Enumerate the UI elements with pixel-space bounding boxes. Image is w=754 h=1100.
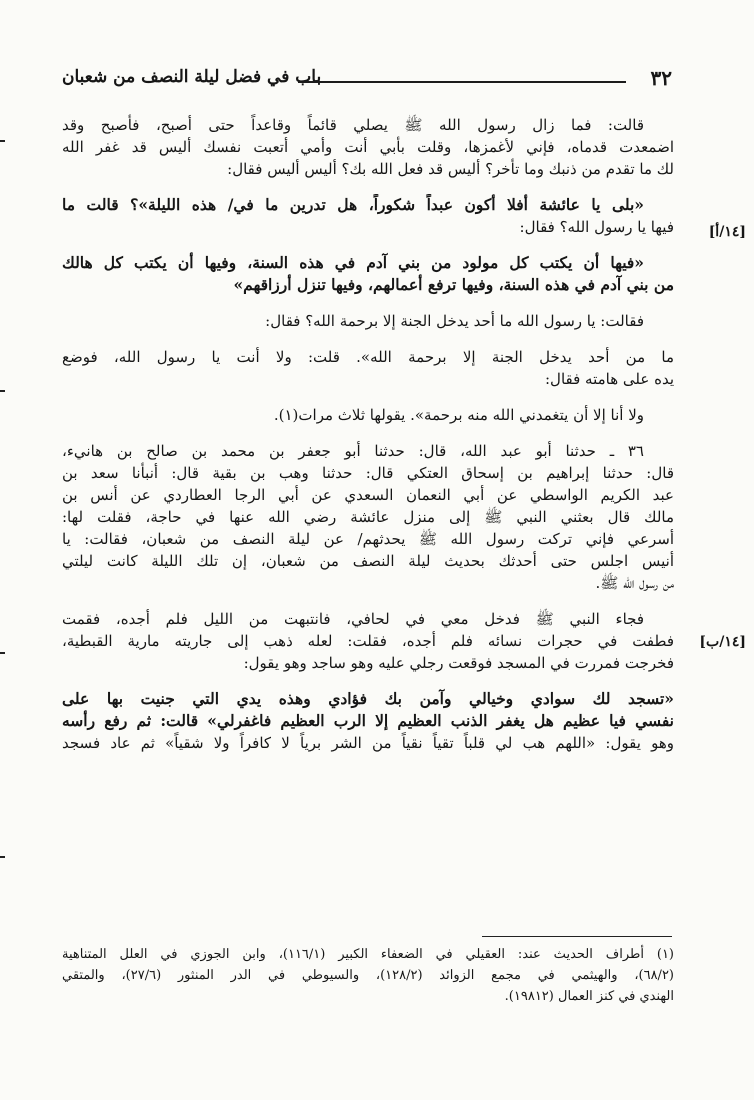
text-line: عبد الكريم الواسطي عن أبي النعمان السعدي عن أبي الرجا العطاردي عن أنس بن: [62, 486, 674, 504]
text-line: يده على هامته فقال:: [545, 370, 674, 388]
text-line: من بني آدم في هذه السنة، وفيها ترفع أعمالهم، وفيها تنزل أرزاقهم»: [233, 275, 674, 294]
chapter-title: باب في فضل ليلة النصف من شعبان: [62, 67, 322, 87]
footnote-rule: [482, 936, 672, 937]
text-line: فجاء النبي ﷺ فدخل معي في لحافي، فانتبهت من الليل فلم أجده، فقمت: [62, 610, 644, 628]
text-line: من رسول الله ﷺ.: [595, 574, 674, 592]
text-line: قال: حدثنا إبراهيم بن إسحاق العتكي قال: حدثنا وهب بن بقية قال: أنبأنا سعد بن: [62, 464, 674, 482]
text-line: «فيها أن يكتب كل مولود من بني آدم في هذه السنة، وفيها أن يكتب كل هالك: [62, 253, 644, 272]
text-line: اضمعدت قدماه، فإني لأغمزها، وقلت بأبي أنت وأمي أتعبت نفسك أليس قد غفر الله: [62, 138, 674, 156]
scan-mark: [0, 652, 5, 654]
text-line: لك ما تقدم من ذنبك وما تأخر؟ أليس قد فعل الله بك؟ أليس أليس فقال:: [227, 160, 674, 178]
text-line: فيها يا رسول الله؟ فقال:: [519, 218, 674, 236]
text-line: ٣٦ ـ حدثنا أبو عبد الله، قال: حدثنا أبو جعفر بن محمد بن صالح بن هانيء،: [62, 442, 644, 460]
text-line: نفسي فيا عظيم هل يغفر الذنب العظيم إلا الرب العظيم فاغفرلي» قالت: ثم رفع رأسه: [62, 711, 674, 730]
text-line: «تسجد لك سوادي وخيالي وآمن بك فؤادي وهذه يدي التي جنيت بها على: [62, 689, 674, 708]
text-line: «بلى يا عائشة أفلا أكون عبداً شكوراً، هل تدرين ما في/ هذه الليلة»؟ قالت ما: [62, 195, 644, 214]
margin-ref-14a: [١٤/أ]: [708, 224, 746, 240]
text-line: وهو يقول: «اللهم هب لي قلباً تقياً نقياً من الشر برياً لا كافراً ولا شقياً» ثم عاد فسجد: [62, 734, 674, 752]
text-line: فخرجت فمررت في المسجد فوقعت رجلي عليه وهو ساجد وهو يقول:: [243, 654, 674, 672]
text-line: مالك قال بعثني النبي ﷺ إلى منزل عائشة رضي الله عنها في حاجة، فقلت لها:: [62, 508, 674, 526]
footnote-line: (٦٨/٢)، والهيثمي في مجمع الزوائد (١٢٨/٢)، والسيوطي في الدر المنثور (٢٧/٦)، والمتقي: [62, 968, 674, 983]
scan-mark: [0, 140, 5, 142]
text-line: قالت: فما زال رسول الله ﷺ يصلي قائماً وقاعداً حتى أصبح، فأصبح وقد: [62, 116, 644, 134]
text-line: ولا أنا إلا أن يتغمدني الله منه برحمة». يقولها ثلاث مرات(١).: [273, 406, 644, 424]
header-rule: [298, 81, 626, 83]
footnote-line: الهندي في كنز العمال (١٩٨١٢).: [504, 989, 674, 1004]
scan-mark: [0, 390, 5, 392]
page-number: ٣٢: [650, 66, 672, 90]
text-line: فقالت: يا رسول الله ما أحد يدخل الجنة إلا برحمة الله؟ فقال:: [265, 312, 644, 330]
text-line: فطفت في حجرات نسائه فلم أجده، فقلت: لعله ذهب إلى جاريته مارية القبطية،: [62, 632, 674, 650]
footnotes: [62, 944, 674, 1007]
page-body: [62, 114, 674, 914]
margin-ref-14b: [١٤/ب]: [699, 634, 746, 650]
text-line: أنيس اجلس حتى أحدثك بحديث ليلة النصف من شعبان، إن تلك الليلة كانت ليلتي: [62, 552, 674, 570]
scan-mark: [0, 856, 5, 858]
footnote-line: (١) أطراف الحديث عند: العقيلي في الضعفاء الكبير (١١٦/١)، وابن الجوزي في العلل المتناهية: [62, 947, 674, 962]
text-line: ما من أحد يدخل الجنة إلا برحمة الله». قلت: ولا أنت يا رسول الله، فوضع: [62, 348, 674, 366]
running-header: [62, 66, 672, 96]
text-line: أسرعي فإني تركت رسول الله ﷺ يحدثهم/ عن ليلة النصف من شعبان، فقالت: يا: [62, 530, 674, 548]
